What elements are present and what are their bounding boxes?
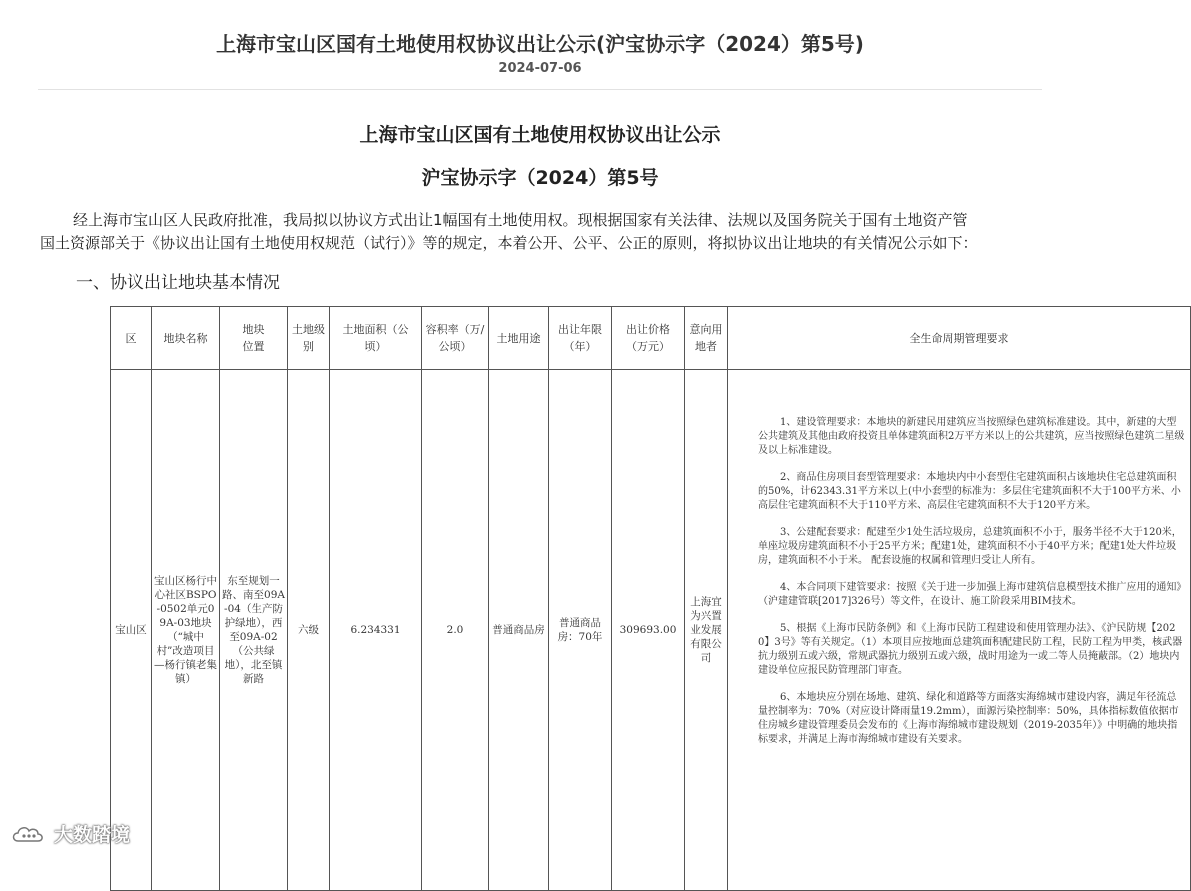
document-number: 沪宝协示字（2024）第5号	[421, 167, 659, 189]
header-grade	[288, 307, 330, 370]
header-term	[549, 307, 612, 370]
cell-buyer: 上海宜为兴置业发展有限公司	[685, 370, 728, 891]
header-buyer-text: 意向用 地者	[689, 323, 723, 353]
cell-price: 309693.00	[612, 370, 685, 891]
header-requirements-text: 全生命周期管理要求	[909, 331, 1009, 345]
requirement-item-1: 1、建设管理要求：本地块的新建民用建筑应当按照绿色建筑标准建设。其中，新建的大型公共建筑及其他由政府投资且单体建筑面积2万平方米以上的公共建筑，应当按照绿色建筑二星级及以上标准建设。	[758, 417, 1185, 456]
cloud-logo-icon	[10, 823, 50, 845]
header-requirements	[728, 307, 1191, 370]
page-title: 上海市宝山区国有土地使用权协议出让公示(沪宝协示字（2024）第5号)	[216, 32, 864, 56]
header-price	[612, 307, 685, 370]
header-area	[330, 307, 422, 370]
header-land-use	[489, 307, 549, 370]
header-location	[220, 307, 288, 370]
header-area-text: 土地面积（公 顷）	[342, 323, 409, 353]
publish-date: 2024-07-06	[498, 61, 582, 76]
header-plot-name	[152, 307, 220, 370]
cell-plot-name: 宝山区杨行中心社区BSPO-0502单元09A-03地块（“城中村”改造项目—杨行镇老集镇）	[152, 370, 220, 891]
document-heading: 上海市宝山区国有土地使用权协议出让公示	[359, 124, 721, 146]
header-district	[111, 307, 152, 370]
cell-location: 东至规划一路、南至09A-04（生产防护绿地），西至09A-02（公共绿地），北至镇新路	[220, 370, 288, 891]
header-plot-ratio-text: 容积率（万/ 公顷）	[425, 323, 485, 353]
watermark-text: 大数踏境	[54, 824, 131, 846]
cell-land-use: 普通商品房	[489, 370, 549, 891]
requirement-item-4: 4、本合同项下建管要求：按照《关于进一步加强上海市建筑信息模型技术推广应用的通知》（沪建建管联[2017]326号）等文件，在设计、施工阶段采用BIM技术。	[758, 582, 1182, 607]
table-header-row	[111, 307, 1191, 370]
requirement-item-3: 3、公建配套要求：配建至少1处生活垃圾房，总建筑面积不小于，服务半径不大于120米，单座垃圾房建筑面积不小于25平方米；配建1处，建筑面积不小于40平方米；配建1处大件垃圾房，建筑面积不小于米。 配套设施的权属和管理归受让人所有。	[758, 527, 1182, 566]
cell-district: 宝山区	[111, 370, 152, 891]
title-divider	[38, 89, 1042, 90]
watermark	[10, 820, 130, 847]
requirement-item-6: 6、本地块应分别在场地、建筑、绿化和道路等方面落实海绵城市建设内容，满足年径流总量控制率为：70%（对应设计降雨量19.2mm），面源污染控制率：50%，具体指标数值依据市住房城乡建设管理委员会发布的《上海市海绵城市建设规划（2019-2035年）》中明确的地块指标要求，并满足上海市海绵城市建设有关要求。	[758, 692, 1179, 745]
header-land-use-text: 土地用途	[496, 331, 541, 345]
cell-grade: 六级	[288, 370, 330, 891]
requirement-item-2: 2、商品住房项目套型管理要求：本地块内中小套型住宅建筑面积占该地块住宅总建筑面积的50%，计62343.31平方米以上(中小套型的标准为：多层住宅建筑面积不大于100平方米、小高层住宅建筑面积不大于110平方米、高层住宅建筑面积不大于120平方米。	[758, 472, 1181, 511]
header-plot-ratio	[422, 307, 489, 370]
requirement-item-5: 5、根据《上海市民防条例》和《上海市民防工程建设和使用管理办法》、《沪民防规【2020】3号》等有关规定。（1）本项目应按地面总建筑面积配建民防工程，民防工程为甲类，核武器抗力级别五或六级，常规武器抗力级别五或六级，战时用途为一或二等人员掩蔽部。（2）地块内建设单位应报民防管理部门审查。	[758, 623, 1183, 676]
section-heading: 一、协议出让地块基本情况	[76, 273, 280, 293]
header-price-text: 出让价格 （万元）	[626, 323, 670, 353]
intro-paragraph-line-1: 经上海市宝山区人民政府批准，我局拟以协议方式出让1幅国有土地使用权。现根据国家有关法律、法规以及国务院关于国有土地资产管	[73, 211, 968, 229]
table-row	[111, 370, 1191, 891]
intro-paragraph-line-2: 国土资源部关于《协议出让国有土地使用权规范（试行）》等的规定，本着公开、公平、公正的原则，将拟协议出让地块的有关情况公示如下：	[40, 234, 978, 252]
plot-info-table	[110, 306, 1191, 891]
cell-area: 6.234331	[330, 370, 422, 891]
cell-requirements	[728, 370, 1191, 891]
header-buyer	[685, 307, 728, 370]
header-term-text: 出让年限 （年）	[558, 323, 602, 353]
cell-term: 普通商品房：70年	[549, 370, 612, 891]
header-plot-name-text: 地块名称	[163, 331, 208, 345]
plot-table-container	[110, 306, 1185, 848]
header-district-text: 区	[125, 331, 137, 345]
header-location-text: 地块 位置	[242, 323, 265, 353]
cell-plot-ratio: 2.0	[422, 370, 489, 891]
header-grade-text: 土地级 别	[292, 323, 325, 353]
